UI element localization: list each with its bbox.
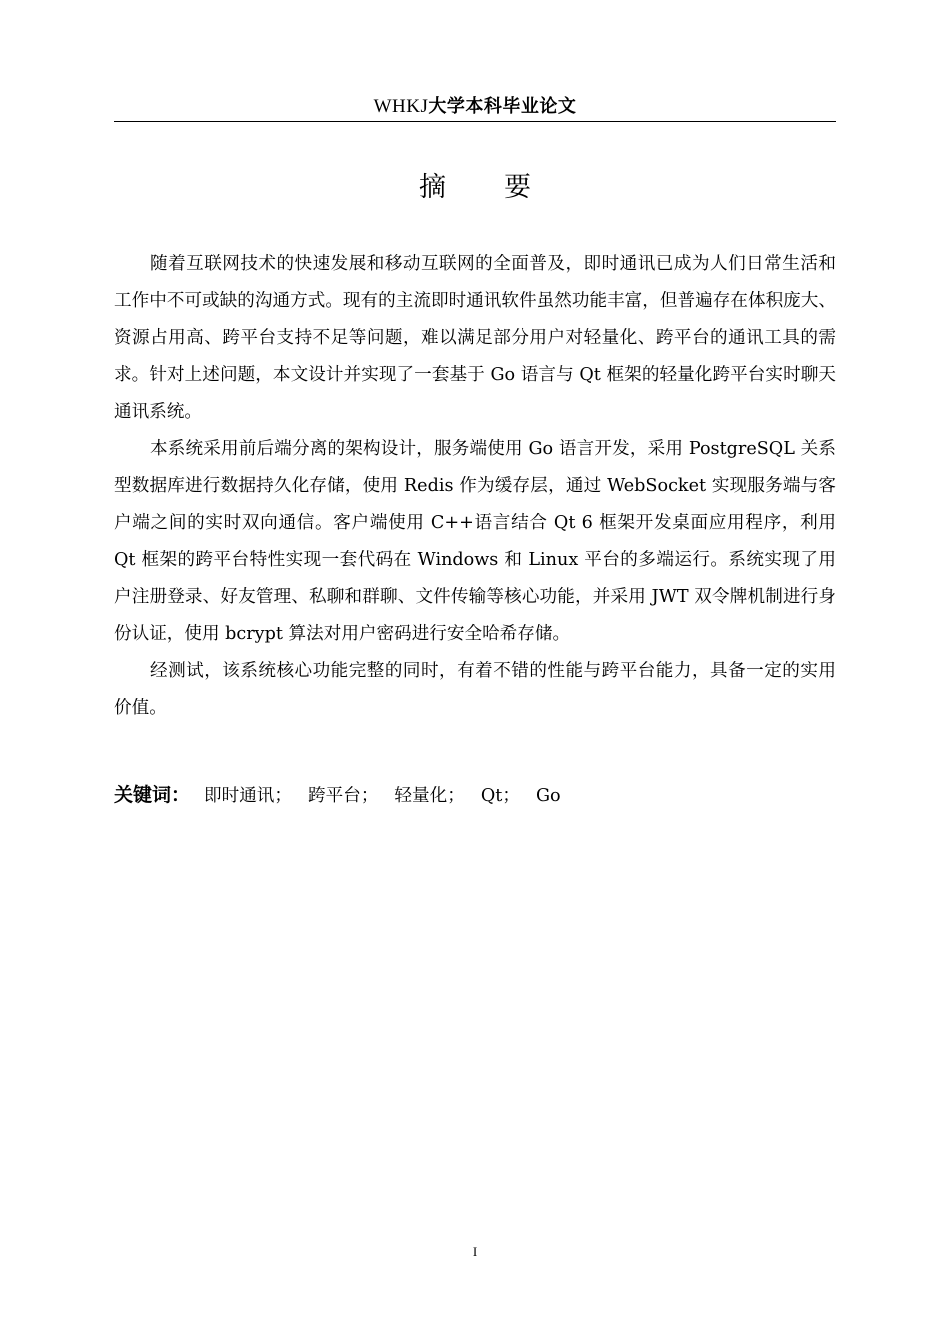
abstract-body <box>114 246 836 727</box>
keyword-4: Qt <box>480 786 503 806</box>
header-code: WHKJ <box>373 96 429 117</box>
keywords-label: 关键词： <box>114 784 191 806</box>
keywords-line <box>114 777 836 815</box>
keyword-3: 轻量化 <box>394 786 448 806</box>
keyword-separator: ； <box>360 786 379 806</box>
abstract-paragraph-1: 随着互联网技术的快速发展和移动互联网的全面普及，即时通讯已成为人们日常生活和工作中不可或缺的沟通方式。现有的主流即时通讯软件虽然功能丰富，但普遍存在体积庞大、资源占用高、跨平台支持不足等问题，难以满足部分用户对轻量化、跨平台的通讯工具的需求。针对上述问题，本文设计并实现了一套基于 Go 语言与 Qt 框架的轻量化跨平台实时聊天通讯系统。 <box>114 254 836 422</box>
keyword-1: 即时通讯 <box>204 786 275 806</box>
page-number: I <box>472 1244 478 1259</box>
abstract-title-char-1: 摘 <box>419 172 446 203</box>
running-header <box>114 94 836 119</box>
keyword-separator: ； <box>447 786 465 806</box>
abstract-paragraph-2: 本系统采用前后端分离的架构设计，服务端使用 Go 语言开发，采用 PostgreSQL 关系型数据库进行数据持久化存储，使用 Redis 作为缓存层，通过 WebSocket 实现服务端与客户端之间的实时双向通信。客户端使用 C++语言结合 Qt 6 框架开发桌面应用程序，利用 Qt 框架的跨平台特性实现一套代码在 Windows 和 Linux 平台的多端运行。系统实现了用户注册登录、好友管理、私聊和群聊、文件传输等核心功能，并采用 JWT 双令牌机制进行身份认证，使用 bcrypt 算法对用户密码进行安全哈希存储。 <box>114 439 836 644</box>
header-title: 大学本科毕业论文 <box>428 96 577 117</box>
keyword-5: Go <box>535 786 561 806</box>
abstract-title <box>114 170 836 206</box>
keyword-separator: ； <box>274 786 293 806</box>
abstract-paragraph-3: 经测试，该系统核心功能完整的同时，有着不错的性能与跨平台能力，具备一定的实用价值。 <box>114 661 836 718</box>
keyword-separator: ； <box>502 786 520 806</box>
header-rule <box>114 121 836 122</box>
keyword-2: 跨平台 <box>308 786 361 806</box>
abstract-title-char-2: 要 <box>504 172 531 203</box>
